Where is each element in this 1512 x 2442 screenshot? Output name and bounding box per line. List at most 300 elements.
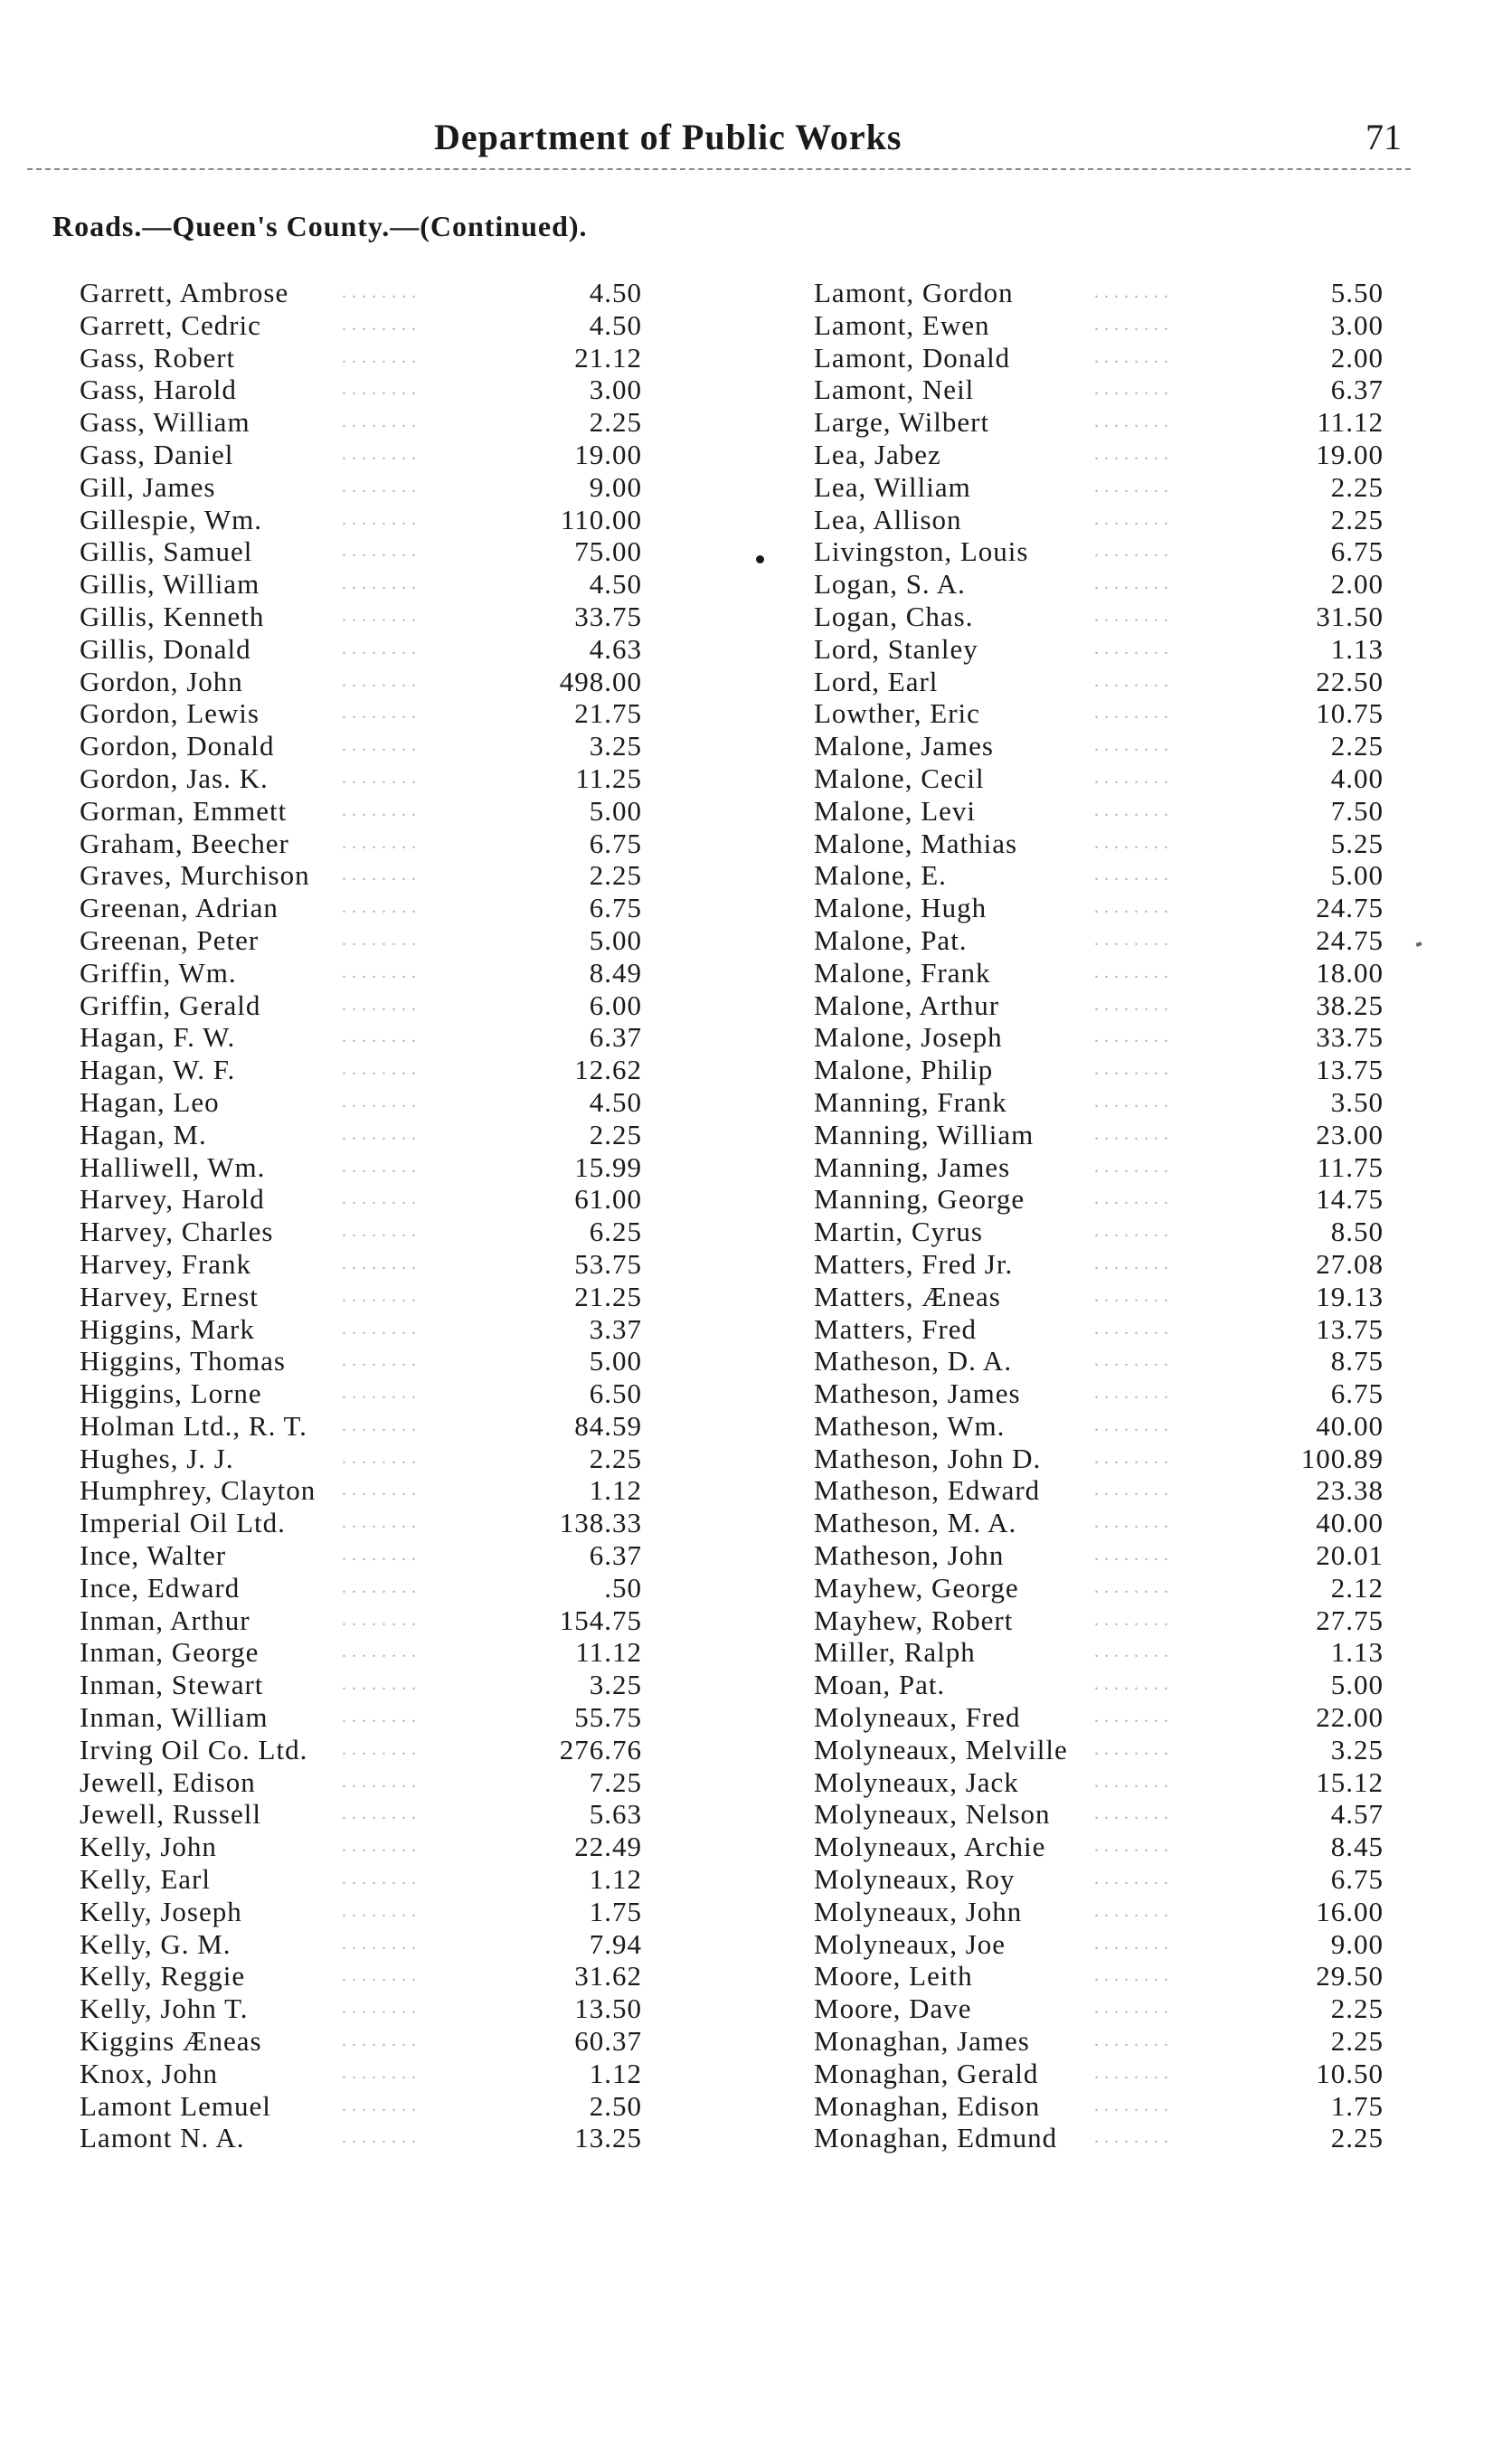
entry-name: Malone, Pat.	[814, 923, 968, 956]
dot-leader: ........	[342, 1318, 421, 1339]
ledger-entry	[80, 762, 642, 795]
entry-name: Greenan, Adrian	[80, 892, 279, 924]
entry-amount: 5.00	[589, 794, 642, 827]
ledger-entry	[814, 957, 1384, 989]
entry-amount: 276.76	[559, 1733, 642, 1765]
entry-amount: 11.12	[1317, 406, 1384, 439]
entry-amount: 10.75	[1316, 697, 1384, 730]
bullet-mark	[756, 555, 764, 563]
stray-mark	[1415, 942, 1422, 947]
ledger-entry	[814, 1572, 1384, 1604]
ledger-entry	[814, 633, 1384, 666]
ledger-entry	[814, 1701, 1384, 1734]
entry-name: Gass, Daniel	[80, 438, 234, 470]
ledger-entry	[814, 439, 1384, 471]
ledger-entry	[814, 1377, 1384, 1410]
dot-leader: ........	[1094, 2030, 1174, 2051]
ledger-entry	[814, 1443, 1384, 1475]
ledger-entry	[80, 892, 642, 924]
entry-name: Manning, James	[814, 1150, 1011, 1183]
ledger-entry	[80, 1151, 642, 1184]
section-heading: Roads.—Queen's County.—(Continued).	[52, 210, 588, 242]
dot-leader: ........	[342, 1545, 421, 1566]
entry-name: Greenan, Peter	[80, 923, 260, 956]
entry-amount: 14.75	[1316, 1183, 1384, 1216]
entry-name: Malone, Joseph	[814, 1021, 1003, 1054]
ledger-entry	[80, 601, 642, 633]
entry-amount: 2.25	[589, 406, 642, 439]
dot-leader: ........	[1094, 1642, 1174, 1662]
entry-name: Matters, Fred	[814, 1312, 978, 1345]
ledger-entry	[80, 1896, 642, 1928]
entry-name: Irving Oil Co. Ltd.	[80, 1733, 308, 1765]
entry-amount: 5.00	[589, 1345, 642, 1377]
entry-name: Lamont, Gordon	[814, 277, 1014, 308]
dot-leader: ........	[1094, 379, 1174, 400]
entry-amount: 4.57	[1330, 1798, 1384, 1831]
entry-name: Hagan, W. F.	[80, 1054, 236, 1086]
dot-leader: ........	[342, 1221, 421, 1242]
entry-name: Martin, Cyrus	[814, 1216, 983, 1248]
entry-amount: 18.00	[1316, 956, 1384, 989]
dot-leader: ........	[342, 1123, 421, 1144]
entry-amount: 2.25	[1330, 1992, 1384, 2025]
ledger-entry	[80, 1604, 642, 1637]
entry-amount: 61.00	[574, 1183, 642, 1216]
entry-name: Lea, Jabez	[814, 438, 941, 470]
dot-leader: ........	[342, 1415, 421, 1435]
ledger-entry	[80, 1410, 642, 1443]
entry-name: Imperial Oil Ltd.	[80, 1507, 286, 1539]
entry-name: Malone, Arthur	[814, 989, 1000, 1021]
entry-name: Gass, William	[80, 406, 250, 439]
ledger-entry	[814, 2090, 1384, 2123]
ledger-entry	[80, 471, 642, 504]
entry-name: Knox, John	[80, 2057, 218, 2089]
dot-leader: ........	[342, 1869, 421, 1889]
entry-name: Kelly, Joseph	[80, 1895, 242, 1927]
dot-leader: ........	[342, 800, 421, 820]
ledger-entry	[80, 1831, 642, 1863]
ledger-entry	[814, 1992, 1384, 2025]
dot-leader: ........	[342, 897, 421, 918]
entry-amount: 3.25	[1330, 1733, 1384, 1765]
entry-name: Lord, Earl	[814, 665, 939, 697]
entry-name: Molyneaux, Fred	[814, 1701, 1021, 1734]
entry-name: Moan, Pat.	[814, 1669, 946, 1701]
entry-amount: 13.50	[574, 1992, 642, 2025]
entry-amount: 23.38	[1316, 1474, 1384, 1507]
entry-amount: 33.75	[574, 600, 642, 632]
entry-name: Gass, Robert	[80, 341, 236, 374]
entry-name: Lowther, Eric	[814, 697, 980, 730]
entry-amount: 8.49	[589, 956, 642, 989]
dot-leader: ........	[342, 670, 421, 691]
entry-name: Kelly, Earl	[80, 1863, 211, 1896]
entry-amount: 40.00	[1316, 1409, 1384, 1442]
ledger-entry	[814, 859, 1384, 892]
dot-leader: ........	[342, 1059, 421, 1080]
entry-amount: 6.75	[1330, 1377, 1384, 1410]
ledger-entry	[814, 1734, 1384, 1766]
entry-amount: 5.25	[1330, 827, 1384, 859]
entry-amount: 2.00	[1330, 568, 1384, 601]
dot-leader: ........	[342, 1933, 421, 1954]
entry-amount: 29.50	[1316, 1960, 1384, 1992]
ledger-entry	[814, 568, 1384, 601]
dot-leader: ........	[1094, 703, 1174, 724]
ledger-entry	[80, 1443, 642, 1475]
dot-leader: ........	[1094, 800, 1174, 820]
ledger-entry	[80, 924, 642, 957]
entry-name: Gillis, Kenneth	[80, 600, 265, 632]
ledger-entry	[814, 1086, 1384, 1119]
dot-leader: ........	[342, 1738, 421, 1759]
dot-leader: ........	[1094, 1383, 1174, 1404]
entry-amount: 60.37	[574, 2025, 642, 2058]
ledger-entry	[814, 1539, 1384, 1572]
dot-leader: ........	[342, 961, 421, 982]
dot-leader: ........	[1094, 573, 1174, 594]
ledger-entry	[814, 892, 1384, 924]
ledger-entry	[80, 989, 642, 1022]
ledger-entry	[814, 1281, 1384, 1313]
dot-leader: ........	[1094, 767, 1174, 788]
ledger-entry	[814, 1798, 1384, 1831]
entry-name: Moore, Leith	[814, 1960, 973, 1992]
dot-leader: ........	[342, 767, 421, 788]
entry-amount: 38.25	[1316, 989, 1384, 1021]
ledger-entry	[80, 2090, 642, 2123]
entry-amount: 3.25	[589, 1669, 642, 1701]
entry-amount: 20.01	[1316, 1539, 1384, 1572]
dot-leader: ........	[1094, 2095, 1174, 2115]
entry-amount: 4.50	[589, 277, 642, 308]
ledger-entry	[80, 1216, 642, 1248]
entry-amount: 3.00	[1330, 308, 1384, 341]
dot-leader: ........	[1094, 929, 1174, 950]
header-rule	[27, 168, 1411, 170]
dot-leader: ........	[342, 1771, 421, 1792]
ledger-entry	[80, 568, 642, 601]
left-column	[80, 277, 642, 2154]
ledger-entry	[814, 406, 1384, 439]
dot-leader: ........	[342, 1642, 421, 1662]
dot-leader: ........	[1094, 1027, 1174, 1047]
entry-amount: .50	[604, 1571, 642, 1604]
entry-name: Matheson, D. A.	[814, 1345, 1013, 1377]
entry-name: Gass, Harold	[80, 374, 237, 406]
entry-amount: 2.25	[589, 1118, 642, 1150]
dot-leader: ........	[342, 282, 421, 302]
dot-leader: ........	[1094, 1156, 1174, 1177]
entry-amount: 110.00	[560, 503, 642, 535]
ledger-entry	[80, 1377, 642, 1410]
dot-leader: ........	[1094, 735, 1174, 756]
entry-name: Malone, James	[814, 730, 994, 762]
entry-amount: 4.50	[589, 1085, 642, 1118]
entry-name: Malone, Levi	[814, 794, 977, 827]
ledger-entry	[80, 1054, 642, 1086]
entry-name: Jewell, Edison	[80, 1765, 256, 1798]
dot-leader: ........	[1094, 1480, 1174, 1500]
entry-amount: 2.25	[1330, 730, 1384, 762]
dot-leader: ........	[1094, 1771, 1174, 1792]
entry-amount: 1.75	[589, 1895, 642, 1927]
ledger-entry	[80, 1798, 642, 1831]
entry-amount: 13.25	[574, 2122, 642, 2154]
ledger-entry	[80, 730, 642, 762]
entry-amount: 16.00	[1316, 1895, 1384, 1927]
entry-amount: 2.25	[589, 859, 642, 892]
entry-amount: 1.12	[589, 1863, 642, 1896]
dot-leader: ........	[1094, 1123, 1174, 1144]
ledger-entry	[814, 924, 1384, 957]
dot-leader: ........	[1094, 1803, 1174, 1824]
dot-leader: ........	[1094, 1674, 1174, 1695]
entry-amount: 2.25	[1330, 470, 1384, 503]
entry-name: Harvey, Harold	[80, 1183, 265, 1216]
dot-leader: ........	[1094, 1576, 1174, 1597]
entry-name: Halliwell, Wm.	[80, 1150, 266, 1183]
dot-leader: ........	[1094, 346, 1174, 367]
ledger-entry	[814, 504, 1384, 536]
ledger-entry	[814, 1831, 1384, 1863]
entry-amount: 3.25	[589, 730, 642, 762]
ledger-entry	[814, 1151, 1384, 1184]
dot-leader: ........	[1094, 314, 1174, 335]
entry-name: Matters, Æneas	[814, 1280, 1001, 1312]
entry-name: Lord, Stanley	[814, 632, 978, 665]
entry-amount: 2.25	[1330, 503, 1384, 535]
dot-leader: ........	[342, 476, 421, 497]
entry-amount: 100.89	[1300, 1442, 1384, 1474]
entry-amount: 24.75	[1316, 892, 1384, 924]
dot-leader: ........	[342, 1836, 421, 1857]
entry-amount: 22.50	[1316, 665, 1384, 697]
dot-leader: ........	[342, 1383, 421, 1404]
dot-leader: ........	[342, 541, 421, 562]
entry-amount: 4.50	[589, 568, 642, 601]
entry-name: Gillespie, Wm.	[80, 503, 262, 535]
dot-leader: ........	[342, 1480, 421, 1500]
entry-amount: 75.00	[574, 535, 642, 568]
entry-name: Matheson, John	[814, 1539, 1005, 1572]
dot-leader: ........	[1094, 605, 1174, 626]
ledger-entry	[814, 1183, 1384, 1216]
ledger-entry	[80, 277, 642, 309]
entry-amount: 6.00	[589, 989, 642, 1021]
entry-amount: 3.00	[589, 374, 642, 406]
dot-leader: ........	[342, 638, 421, 658]
entry-amount: 19.13	[1316, 1280, 1384, 1312]
entry-name: Malone, Cecil	[814, 762, 985, 794]
entry-amount: 21.75	[574, 697, 642, 730]
entry-amount: 19.00	[574, 438, 642, 470]
entry-amount: 8.75	[1330, 1345, 1384, 1377]
entry-name: Inman, Stewart	[80, 1669, 264, 1701]
entry-amount: 1.13	[1330, 632, 1384, 665]
entry-amount: 4.00	[1330, 762, 1384, 794]
dot-leader: ........	[1094, 1998, 1174, 2019]
dot-leader: ........	[1094, 1318, 1174, 1339]
entry-name: Hagan, Leo	[80, 1085, 220, 1118]
dot-leader: ........	[1094, 1512, 1174, 1533]
ledger-entry	[814, 1636, 1384, 1669]
dot-leader: ........	[342, 1707, 421, 1727]
entry-name: Kiggins Æneas	[80, 2025, 262, 2058]
ledger-entry	[80, 666, 642, 698]
dot-leader: ........	[342, 2095, 421, 2115]
ledger-entry	[80, 1572, 642, 1604]
ledger-entry	[814, 828, 1384, 860]
entry-amount: 27.08	[1316, 1247, 1384, 1280]
entry-amount: 27.75	[1316, 1604, 1384, 1636]
entry-name: Livingston, Louis	[814, 535, 1029, 568]
ledger-entry	[80, 1669, 642, 1701]
entry-amount: 2.25	[1330, 2025, 1384, 2058]
entry-name: Miller, Ralph	[814, 1636, 976, 1669]
entry-amount: 138.33	[559, 1507, 642, 1539]
dot-leader: ........	[342, 1803, 421, 1824]
entry-amount: 3.50	[1330, 1085, 1384, 1118]
entry-amount: 6.37	[589, 1021, 642, 1054]
entry-name: Monaghan, James	[814, 2025, 1030, 2058]
ledger-entry	[80, 374, 642, 406]
dot-leader: ........	[342, 1447, 421, 1468]
entry-amount: 6.37	[1330, 374, 1384, 406]
entry-amount: 4.63	[589, 632, 642, 665]
entry-amount: 31.62	[574, 1960, 642, 1992]
dot-leader: ........	[342, 1576, 421, 1597]
entry-name: Garrett, Cedric	[80, 308, 261, 341]
ledger-entry	[80, 697, 642, 730]
ledger-entry	[80, 1701, 642, 1734]
entry-name: Gillis, William	[80, 568, 260, 601]
entry-name: Moore, Dave	[814, 1992, 972, 2025]
ledger-entry	[814, 666, 1384, 698]
ledger-entry	[80, 406, 642, 439]
dot-leader: ........	[1094, 282, 1174, 302]
entry-name: Kelly, Reggie	[80, 1960, 246, 1992]
entry-name: Gorman, Emmett	[80, 794, 288, 827]
ledger-entry	[814, 535, 1384, 568]
ledger-entry	[80, 1086, 642, 1119]
entry-name: Monaghan, Edison	[814, 2089, 1041, 2122]
entry-name: Molyneaux, Archie	[814, 1831, 1046, 1863]
ledger-entry	[814, 342, 1384, 374]
entry-name: Jewell, Russell	[80, 1798, 261, 1831]
entry-amount: 11.12	[575, 1636, 642, 1669]
ledger-entry	[80, 859, 642, 892]
entry-amount: 3.37	[589, 1312, 642, 1345]
entry-name: Mayhew, Robert	[814, 1604, 1014, 1636]
entry-name: Inman, Arthur	[80, 1604, 250, 1636]
entry-amount: 13.75	[1316, 1312, 1384, 1345]
ledger-entry	[814, 601, 1384, 633]
ledger-entry	[80, 828, 642, 860]
dot-leader: ........	[1094, 1350, 1174, 1371]
entry-name: Matheson, John D.	[814, 1442, 1042, 1474]
entry-name: Malone, Frank	[814, 956, 991, 989]
dot-leader: ........	[342, 346, 421, 367]
dot-leader: ........	[342, 2030, 421, 2051]
entry-name: Molyneaux, John	[814, 1895, 1023, 1927]
entry-amount: 6.37	[589, 1539, 642, 1572]
ledger-entry	[80, 1248, 642, 1281]
ledger-entry	[80, 1863, 642, 1896]
ledger-entry	[814, 989, 1384, 1022]
entry-amount: 2.50	[589, 2089, 642, 2122]
entry-amount: 22.49	[574, 1831, 642, 1863]
entry-amount: 5.00	[1330, 859, 1384, 892]
dot-leader: ........	[1094, 1738, 1174, 1759]
dot-leader: ........	[1094, 1447, 1174, 1468]
entry-amount: 7.94	[589, 1927, 642, 1960]
entry-name: Malone, E.	[814, 859, 947, 892]
entry-amount: 6.25	[589, 1216, 642, 1248]
ledger-entry	[80, 1766, 642, 1799]
ledger-entry	[814, 1474, 1384, 1507]
entry-amount: 9.00	[1330, 1927, 1384, 1960]
dot-leader: ........	[1094, 638, 1174, 658]
dot-leader: ........	[1094, 1707, 1174, 1727]
ledger-entry	[80, 1507, 642, 1539]
dot-leader: ........	[1094, 1091, 1174, 1112]
entry-amount: 5.50	[1330, 277, 1384, 308]
ledger-entry	[80, 1474, 642, 1507]
entry-name: Logan, S. A.	[814, 568, 966, 601]
entry-amount: 6.75	[1330, 535, 1384, 568]
dot-leader: ........	[1094, 2127, 1174, 2148]
ledger-entry	[80, 1021, 642, 1054]
entry-amount: 498.00	[559, 665, 642, 697]
entry-name: Graves, Murchison	[80, 859, 310, 892]
entry-amount: 7.25	[589, 1765, 642, 1798]
entry-name: Gordon, Jas. K.	[80, 762, 269, 794]
entry-amount: 53.75	[574, 1247, 642, 1280]
entry-name: Lamont, Ewen	[814, 308, 990, 341]
entry-name: Molyneaux, Joe	[814, 1927, 1006, 1960]
entry-amount: 2.25	[589, 1442, 642, 1474]
ledger-entry	[80, 1281, 642, 1313]
entry-name: Malone, Hugh	[814, 892, 988, 924]
entry-name: Griffin, Gerald	[80, 989, 261, 1021]
dot-leader: ........	[1094, 1965, 1174, 1986]
ledger-entry	[814, 1669, 1384, 1701]
dot-leader: ........	[1094, 2062, 1174, 2083]
ledger-entry	[80, 1183, 642, 1216]
entry-amount: 6.75	[589, 892, 642, 924]
ledger-entry	[80, 633, 642, 666]
ledger-entry	[80, 957, 642, 989]
dot-leader: ........	[342, 1609, 421, 1630]
ledger-entry	[80, 2122, 642, 2154]
entry-name: Higgins, Mark	[80, 1312, 255, 1345]
entry-amount: 6.75	[589, 827, 642, 859]
ledger-entry	[80, 1992, 642, 2025]
entry-name: Gillis, Donald	[80, 632, 251, 665]
ledger-entry	[80, 1734, 642, 1766]
dot-leader: ........	[342, 2062, 421, 2083]
ledger-entry	[80, 504, 642, 536]
entry-name: Hughes, J. J.	[80, 1442, 234, 1474]
dot-leader: ........	[1094, 476, 1174, 497]
dot-leader: ........	[1094, 541, 1174, 562]
entry-amount: 31.50	[1316, 600, 1384, 632]
entry-amount: 7.50	[1330, 794, 1384, 827]
dot-leader: ........	[1094, 897, 1174, 918]
